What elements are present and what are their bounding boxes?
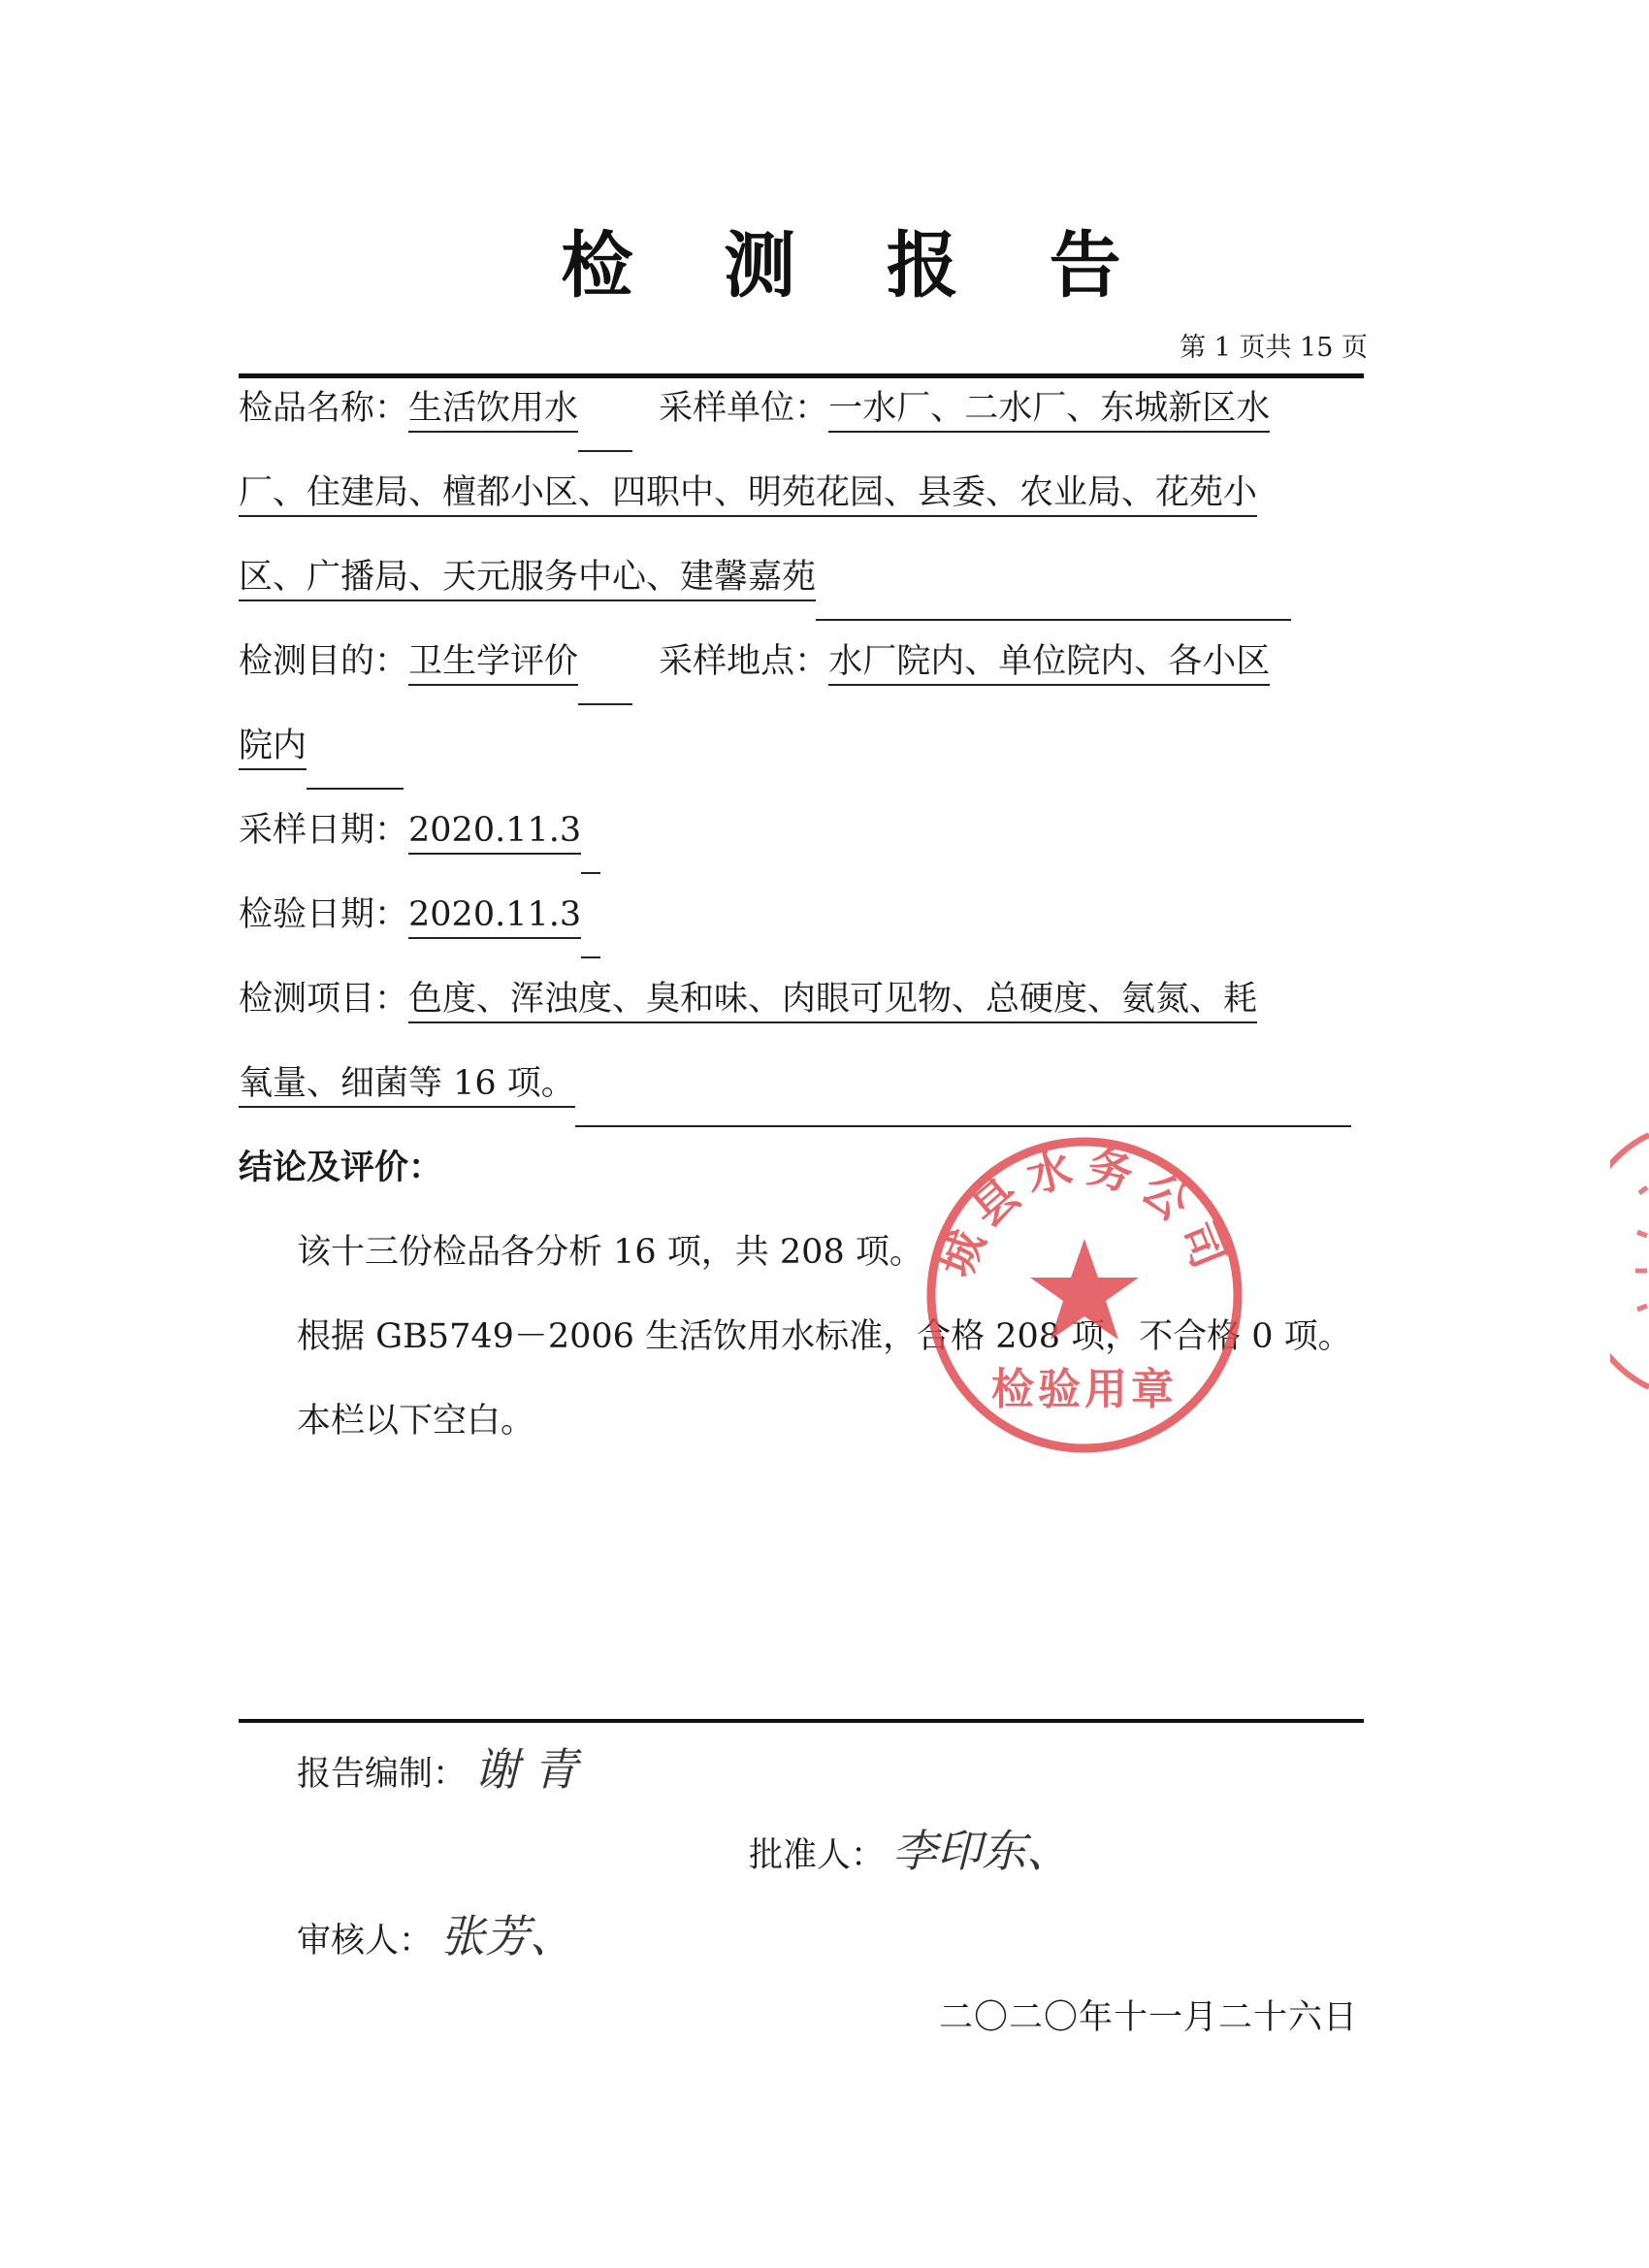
edge-seal-mark (1610, 1125, 1649, 1397)
sampling-date-row (239, 789, 1364, 874)
underline-fill (581, 822, 600, 874)
location-line1: 水厂院内、单位院内、各小区 (828, 642, 1270, 686)
items-row (239, 957, 1364, 1042)
report-title: 检 测 报 告 (561, 224, 1154, 308)
sampling-unit-row3 (239, 535, 1364, 621)
items-line1: 色度、浑浊度、臭和味、肉眼可见物、总硬度、氨氮、耗 (408, 980, 1257, 1023)
sample-name-value: 生活饮用水 (408, 389, 578, 433)
location-line2: 院内 (239, 727, 307, 770)
underline-fill (816, 568, 1291, 621)
conclusion-heading: 结论及评价： (239, 1149, 443, 1187)
test-date-label: 检验日期： (239, 895, 409, 934)
conclusion-line2: 根据 GB5749－2006 生活饮用水标准，合格 208 项，不合格 0 项。 (297, 1317, 1352, 1356)
purpose-label: 检测目的： (239, 642, 409, 681)
sample-name-row (239, 367, 1364, 452)
approver-signature-row (749, 1816, 1071, 1880)
compiler-signature-row (297, 1734, 578, 1798)
purpose-value: 卫生学评价 (408, 642, 578, 686)
reviewer-label: 审核人： (297, 1922, 434, 1960)
sampling-unit-row2 (239, 451, 1364, 535)
location-label: 采样地点： (659, 642, 829, 681)
inspection-seal (920, 1130, 1249, 1460)
reviewer-signature: 张芳、 (440, 1910, 575, 1962)
items-label: 检测项目： (239, 980, 409, 1019)
compiler-signature: 谢 青 (474, 1743, 578, 1796)
underline-fill (575, 1075, 1351, 1127)
report-date: 二〇二〇年十一月二十六日 (938, 1998, 1358, 2037)
purpose-row (239, 620, 1364, 705)
test-date-row (239, 873, 1364, 958)
underline-fill (578, 653, 632, 705)
location-row2 (239, 704, 1364, 790)
compiler-label: 报告编制： (297, 1755, 468, 1794)
test-date-value: 2020.11.3 (408, 895, 581, 939)
items-line2: 氧量、细菌等 16 项。 (239, 1064, 575, 1108)
underline-fill (578, 400, 632, 452)
approver-signature: 李印东、 (892, 1825, 1072, 1877)
underline-fill (307, 737, 404, 790)
items-row2 (239, 1042, 1364, 1127)
seal-arc-text: 城县水务公司 (929, 1139, 1240, 1284)
page-number: 第 1 页共 15 页 (1180, 333, 1368, 363)
conclusion-line3: 本栏以下空白。 (297, 1402, 535, 1441)
bottom-rule (239, 1719, 1364, 1723)
sampling-unit-line1: 一水厂、二水厂、东城新区水 (828, 389, 1270, 433)
sampling-unit-line2: 厂、住建局、檀都小区、四职中、明苑花园、县委、农业局、花苑小 (239, 473, 1257, 517)
approver-label: 批准人： (749, 1836, 886, 1875)
underline-fill (581, 906, 600, 958)
sampling-date-label: 采样日期： (239, 811, 409, 850)
sampling-unit-line3: 区、广播局、天元服务中心、建馨嘉苑 (239, 558, 816, 601)
seal-bottom-text: 检验用章 (991, 1365, 1178, 1414)
sampling-date-value: 2020.11.3 (408, 811, 581, 855)
sampling-unit-label: 采样单位： (659, 389, 829, 428)
sample-name-label: 检品名称： (239, 389, 409, 428)
seal-star-icon (1030, 1239, 1139, 1340)
conclusion-line1: 该十三份检品各分析 16 项，共 208 项。 (297, 1233, 923, 1272)
reviewer-signature-row (297, 1901, 574, 1965)
